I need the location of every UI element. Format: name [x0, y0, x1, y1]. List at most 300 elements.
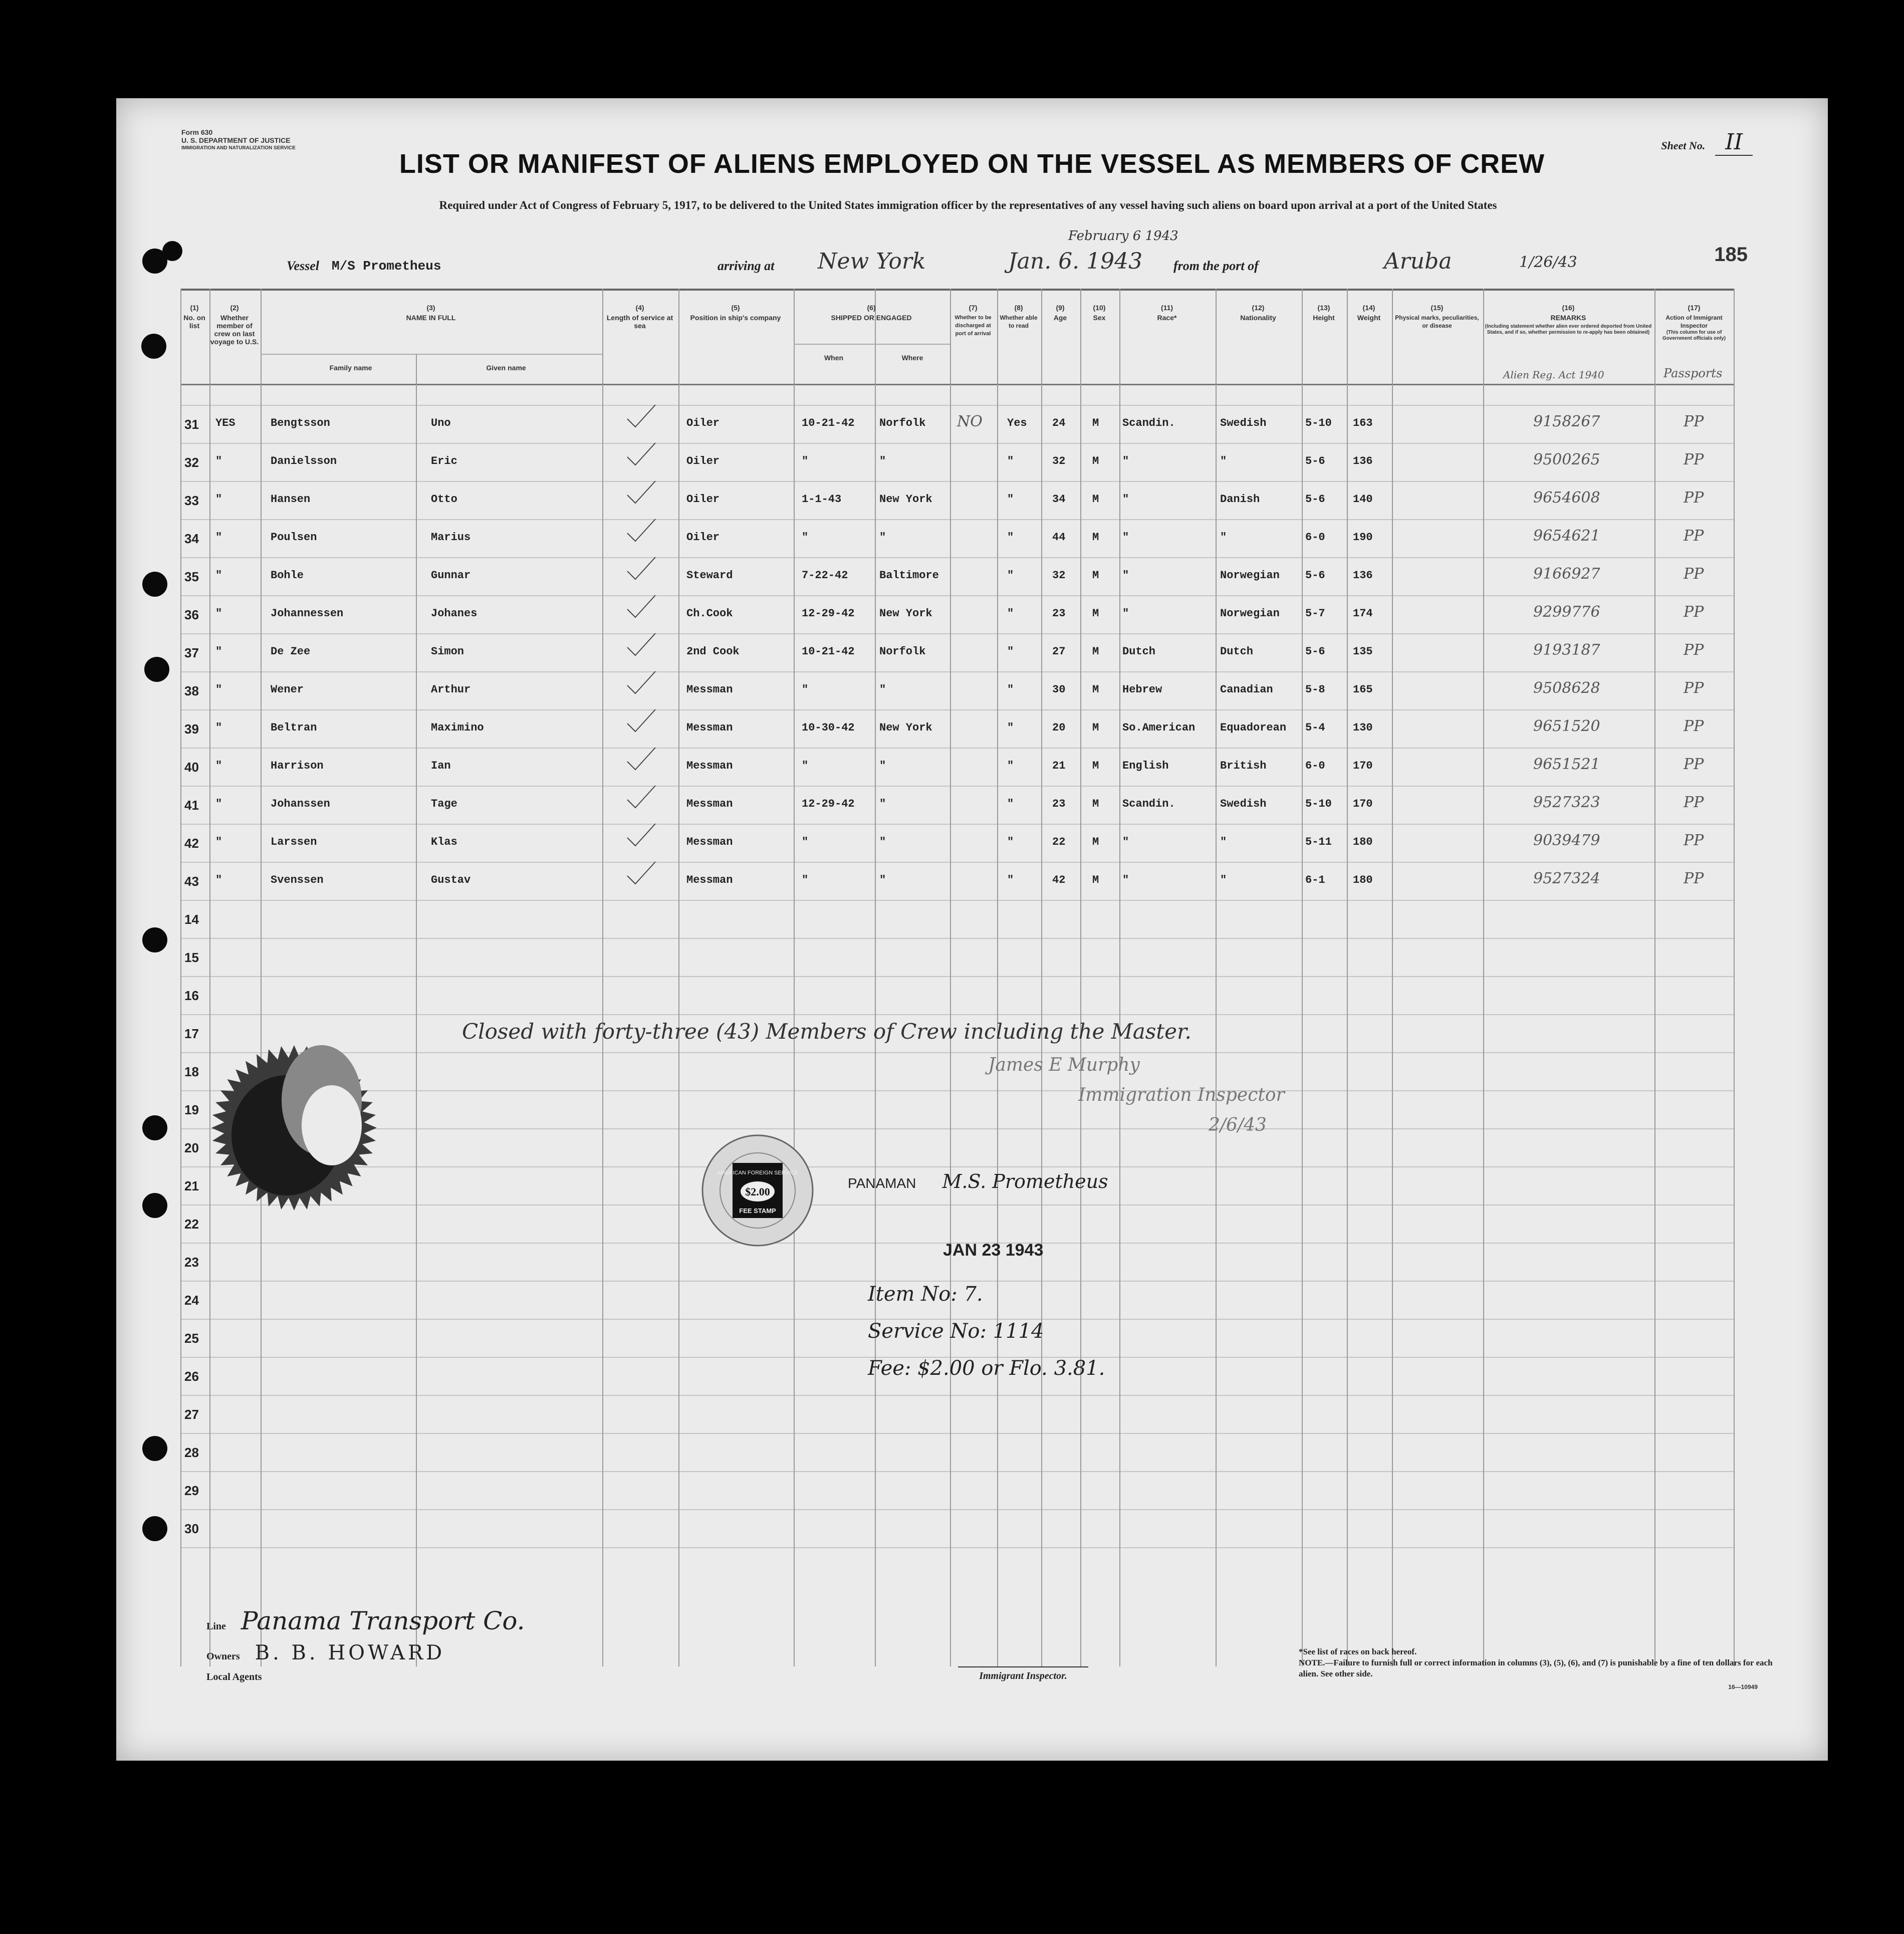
given-name-cell: Johanes: [431, 607, 478, 620]
age-cell: 32: [1052, 455, 1066, 467]
action-cell: PP: [1684, 679, 1704, 697]
height-cell: 5-6: [1305, 493, 1325, 506]
row-number: 30: [184, 1521, 199, 1536]
department-name: U. S. DEPARTMENT OF JUSTICE: [181, 136, 291, 144]
weight-cell: 136: [1353, 569, 1373, 582]
checkmark-icon: [626, 823, 656, 848]
given-name-cell: Uno: [431, 417, 451, 429]
read-cell: Yes: [1007, 417, 1027, 429]
punch-hole: [142, 1436, 167, 1461]
sex-cell: M: [1092, 836, 1099, 848]
read-cell: ": [1007, 455, 1014, 467]
remarks-cell: 9299776: [1533, 603, 1600, 621]
last-voyage-cell: ": [215, 607, 222, 620]
action-cell: PP: [1684, 756, 1704, 773]
given-name-cell: Gunnar: [431, 569, 471, 582]
age-cell: 23: [1052, 798, 1066, 810]
read-cell: ": [1007, 493, 1014, 506]
stamp-top-text: AMERICAN FOREIGN SERVICE: [717, 1170, 799, 1176]
row-number: 41: [184, 798, 199, 813]
form-code: 16—10949: [1728, 1683, 1758, 1690]
crew-table: [180, 289, 1734, 1666]
action-cell: PP: [1684, 717, 1704, 735]
given-name-cell: Ian: [431, 760, 451, 772]
race-cell: ": [1122, 493, 1129, 506]
races-note: *See list of races on back hereof.: [1299, 1647, 1417, 1656]
stamp-label: FEE STAMP: [739, 1207, 776, 1215]
sex-cell: M: [1092, 493, 1099, 506]
remarks-cell: 9508628: [1533, 679, 1600, 697]
last-voyage-cell: ": [215, 798, 222, 810]
consular-fee-block: [868, 1276, 1105, 1387]
row-number: 18: [184, 1064, 199, 1079]
race-cell: ": [1122, 874, 1129, 886]
col-subheader-where: Where: [901, 354, 923, 362]
remarks-cell: 9166927: [1533, 565, 1600, 583]
vessel-signature-name: M.S. Prometheus: [942, 1170, 1108, 1192]
row-number: 32: [184, 455, 199, 470]
item-number: Item No: 7.: [868, 1283, 983, 1306]
vessel-label: Vessel: [287, 259, 319, 273]
arriving-label: arriving at: [718, 259, 775, 273]
owners-label: Owners: [206, 1651, 240, 1662]
checkmark-icon: [626, 785, 656, 810]
remarks-cell: 9651520: [1533, 717, 1600, 735]
nationality-cell: ": [1220, 836, 1227, 848]
height-cell: 5-4: [1305, 721, 1325, 734]
document-subtitle: Required under Act of Congress of February 5, 1917, to be delivered to the United States immigration officer by the representatives of any vessel having such aliens on board upon arrival at a port of the United States: [439, 199, 1497, 211]
sheet-label: Sheet No.: [1661, 139, 1706, 152]
action-cell: PP: [1684, 794, 1704, 811]
punch-hole: [144, 657, 169, 682]
sex-cell: M: [1092, 683, 1099, 696]
nationality-cell: British: [1220, 760, 1267, 772]
weight-cell: 170: [1353, 760, 1373, 772]
vessel-flag: PANAMAN: [848, 1175, 916, 1191]
last-voyage-cell: ": [215, 721, 222, 734]
document-title: LIST OR MANIFEST OF ALIENS EMPLOYED ON THE VESSEL AS MEMBERS OF CREW: [399, 149, 1545, 179]
action-handwritten-header: Passports: [1663, 366, 1723, 380]
shipped-where-cell: New York: [879, 721, 932, 734]
race-cell: ": [1122, 531, 1129, 544]
shipped-where-cell: ": [879, 798, 886, 810]
remarks-cell: 9654621: [1533, 527, 1600, 545]
arrival-date: Jan. 6. 1943: [1008, 249, 1143, 274]
shipped-when-cell: ": [802, 531, 809, 544]
given-name-cell: Marius: [431, 531, 471, 544]
weight-cell: 130: [1353, 721, 1373, 734]
footer-notes: [1299, 1646, 1780, 1679]
col-header-length-service: (4) Length of service at sea: [606, 304, 673, 330]
height-cell: 6-1: [1305, 874, 1325, 886]
inspector-signature-block: [888, 1050, 1285, 1140]
age-cell: 32: [1052, 569, 1066, 582]
arrival-date-correction: February 6 1943: [1068, 228, 1178, 244]
position-cell: 2nd Cook: [686, 645, 740, 658]
row-number: 33: [184, 493, 199, 508]
position-cell: Steward: [686, 569, 733, 582]
agents-label: Local Agents: [206, 1671, 262, 1682]
sex-cell: M: [1092, 607, 1099, 620]
weight-cell: 163: [1353, 417, 1373, 429]
remarks-cell: 9039479: [1533, 832, 1600, 849]
height-cell: 5-10: [1305, 417, 1332, 429]
checkmark-icon: [626, 518, 656, 543]
shipped-when-cell: ": [802, 874, 809, 886]
col-header-remarks: (16) REMARKS (Including statement whether alien ever ordered deported from United States, and if so, whether permission to re-apply has been obtained): [1485, 304, 1652, 335]
last-voyage-cell: YES: [215, 417, 235, 429]
given-name-cell: Klas: [431, 836, 457, 848]
shipped-where-cell: New York: [879, 493, 932, 506]
position-cell: Oiler: [686, 531, 720, 544]
family-name-cell: Beltran: [271, 721, 317, 734]
col-header-shipped: (6) SHIPPED OR ENGAGED: [831, 304, 912, 322]
remarks-handwritten-header: Alien Reg. Act 1940: [1503, 369, 1604, 381]
read-cell: ": [1007, 798, 1014, 810]
height-cell: 6-0: [1305, 531, 1325, 544]
remarks-cell: 9654608: [1533, 489, 1600, 507]
arriving-port: New York: [818, 249, 926, 274]
race-cell: Dutch: [1122, 645, 1156, 658]
family-name-cell: De Zee: [271, 645, 311, 658]
read-cell: ": [1007, 645, 1014, 658]
read-cell: ": [1007, 760, 1014, 772]
sex-cell: M: [1092, 721, 1099, 734]
position-cell: Oiler: [686, 417, 720, 429]
row-number: 28: [184, 1445, 199, 1460]
given-name-cell: Maximino: [431, 721, 484, 734]
position-cell: Messman: [686, 874, 733, 886]
col-header-age: (9) Age: [1053, 304, 1067, 322]
last-voyage-cell: ": [215, 531, 222, 544]
remarks-cell: 9193187: [1533, 641, 1600, 659]
checkmark-icon: [626, 480, 656, 505]
sex-cell: M: [1092, 874, 1099, 886]
race-cell: Scandin.: [1122, 798, 1175, 810]
family-name-cell: Bohle: [271, 569, 304, 582]
row-number: 25: [184, 1331, 199, 1346]
read-cell: ": [1007, 607, 1014, 620]
nationality-cell: Danish: [1220, 493, 1260, 506]
action-cell: PP: [1684, 451, 1704, 468]
punch-hole: [142, 1516, 167, 1541]
read-cell: ": [1007, 531, 1014, 544]
checkmark-icon: [626, 747, 656, 772]
action-cell: PP: [1684, 413, 1704, 430]
shipped-when-cell: ": [802, 836, 809, 848]
sex-cell: M: [1092, 798, 1099, 810]
notary-seal: [211, 1035, 377, 1221]
receipt-date-stamp: JAN 23 1943: [943, 1241, 1044, 1260]
age-cell: 34: [1052, 493, 1066, 506]
shipped-when-cell: ": [802, 760, 809, 772]
page-number: 185: [1714, 244, 1748, 266]
row-number: 20: [184, 1140, 199, 1155]
position-cell: Messman: [686, 721, 733, 734]
read-cell: ": [1007, 721, 1014, 734]
family-name-cell: Johannessen: [271, 607, 344, 620]
col-header-action: (17) Action of Immigrant Inspector (This column for use of Government officials only): [1662, 304, 1726, 341]
family-name-cell: Svenssen: [271, 874, 324, 886]
row-number: 35: [184, 569, 199, 584]
shipped-where-cell: ": [879, 531, 886, 544]
row-number: 37: [184, 645, 199, 660]
col-header-no: (1) No. on list: [183, 304, 205, 330]
given-name-cell: Otto: [431, 493, 457, 506]
age-cell: 24: [1052, 417, 1066, 429]
row-number: 16: [184, 988, 199, 1003]
read-cell: ": [1007, 569, 1014, 582]
given-name-cell: Gustav: [431, 874, 471, 886]
age-cell: 22: [1052, 836, 1066, 848]
nationality-cell: Norwegian: [1220, 569, 1280, 582]
last-voyage-cell: ": [215, 683, 222, 696]
weight-cell: 135: [1353, 645, 1373, 658]
closing-statement: Closed with forty-three (43) Members of Crew including the Master.: [462, 1019, 1192, 1044]
footer-line-row: [206, 1606, 525, 1635]
line-label: Line: [206, 1621, 226, 1632]
remarks-cell: 9527324: [1533, 870, 1600, 887]
punch-hole: [142, 1115, 167, 1140]
row-number: 31: [184, 417, 199, 432]
sex-cell: M: [1092, 760, 1099, 772]
weight-cell: 190: [1353, 531, 1373, 544]
family-name-cell: Wener: [271, 683, 304, 696]
nationality-cell: Swedish: [1220, 417, 1267, 429]
weight-cell: 140: [1353, 493, 1373, 506]
read-cell: ": [1007, 683, 1014, 696]
sex-cell: M: [1092, 645, 1099, 658]
weight-cell: 165: [1353, 683, 1373, 696]
position-cell: Messman: [686, 798, 733, 810]
family-name-cell: Hansen: [271, 493, 311, 506]
shipped-where-cell: New York: [879, 607, 932, 620]
footer-owners-row: [206, 1641, 445, 1664]
penalty-note: NOTE.—Failure to furnish full or correct information in columns (3), (5), (6), and (7) is punishable by a fine of ten dollars for each alien. See other side.: [1299, 1658, 1773, 1678]
footer-agents-row: [206, 1671, 262, 1683]
position-cell: Oiler: [686, 455, 720, 467]
col-subheader-family: Family name: [329, 364, 372, 372]
family-name-cell: Poulsen: [271, 531, 317, 544]
row-number: 43: [184, 874, 199, 889]
height-cell: 5-6: [1305, 455, 1325, 467]
col-header-read: (8) Whether able to read: [1000, 304, 1038, 329]
shipped-when-cell: 10-21-42: [802, 417, 855, 429]
col-header-physical-marks: (15) Physical marks, peculiarities, or disease: [1395, 304, 1479, 329]
row-number: 22: [184, 1217, 199, 1232]
race-cell: Hebrew: [1122, 683, 1162, 696]
last-voyage-cell: ": [215, 569, 222, 582]
age-cell: 42: [1052, 874, 1066, 886]
row-number: 34: [184, 531, 199, 546]
sex-cell: M: [1092, 569, 1099, 582]
shipped-where-cell: Baltimore: [879, 569, 939, 582]
punch-hole: [142, 572, 167, 597]
checkmark-icon: [626, 442, 656, 467]
race-cell: ": [1122, 607, 1129, 620]
row-number: 38: [184, 683, 199, 698]
line-value: Panama Transport Co.: [241, 1606, 525, 1635]
col-header-weight: (14) Weight: [1357, 304, 1381, 322]
fee-amount: Fee: $2.00 or Flo. 3.81.: [868, 1357, 1105, 1380]
from-port: Aruba: [1384, 249, 1452, 274]
row-number: 23: [184, 1255, 199, 1270]
immigrant-inspector-label: Immigrant Inspector.: [958, 1666, 1088, 1682]
action-cell: PP: [1684, 565, 1704, 583]
given-name-cell: Simon: [431, 645, 464, 658]
shipped-when-cell: 10-21-42: [802, 645, 855, 658]
row-number: 42: [184, 836, 199, 851]
age-cell: 44: [1052, 531, 1066, 544]
nationality-cell: Canadian: [1220, 683, 1273, 696]
stamp-value: $2.00: [745, 1185, 770, 1198]
owners-value: B. B. HOWARD: [255, 1641, 445, 1664]
shipped-where-cell: Norfolk: [879, 645, 926, 658]
checkmark-icon: [626, 404, 656, 429]
row-number: 26: [184, 1369, 199, 1384]
nationality-cell: Norwegian: [1220, 607, 1280, 620]
family-name-cell: Johanssen: [271, 798, 330, 810]
weight-cell: 170: [1353, 798, 1373, 810]
inspector-title: Immigration Inspector: [1078, 1085, 1285, 1105]
col-header-race: (11) Race*: [1157, 304, 1177, 322]
row-number: 29: [184, 1483, 199, 1498]
service-name: IMMIGRATION AND NATURALIZATION SERVICE: [181, 145, 296, 151]
row-number: 39: [184, 721, 199, 737]
family-name-cell: Harrison: [271, 760, 324, 772]
col-subheader-when: When: [824, 354, 844, 362]
age-cell: 20: [1052, 721, 1066, 734]
sex-cell: M: [1092, 417, 1099, 429]
row-number: 36: [184, 607, 199, 622]
last-voyage-cell: ": [215, 455, 222, 467]
action-cell: PP: [1684, 832, 1704, 849]
action-cell: PP: [1684, 527, 1704, 545]
row-number: 21: [184, 1178, 199, 1193]
sheet-value: II: [1715, 129, 1753, 156]
shipped-when-cell: ": [802, 455, 809, 467]
service-number: Service No: 1114: [868, 1320, 1044, 1343]
checkmark-icon: [626, 556, 656, 581]
nationality-cell: ": [1220, 455, 1227, 467]
row-number: 27: [184, 1407, 199, 1422]
checkmark-icon: [626, 861, 656, 886]
family-name-cell: Danielsson: [271, 455, 337, 467]
shipped-where-cell: ": [879, 836, 886, 848]
position-cell: Messman: [686, 683, 733, 696]
age-cell: 21: [1052, 760, 1066, 772]
race-cell: Scandin.: [1122, 417, 1175, 429]
given-name-cell: Eric: [431, 455, 457, 467]
position-cell: Ch.Cook: [686, 607, 733, 620]
col-header-position: (5) Position in ship's company: [690, 304, 781, 322]
row-number: 14: [184, 912, 199, 927]
from-date: 1/26/43: [1519, 254, 1577, 271]
punch-hole: [142, 1193, 167, 1218]
nationality-cell: ": [1220, 874, 1227, 886]
height-cell: 5-11: [1305, 836, 1332, 848]
family-name-cell: Larssen: [271, 836, 317, 848]
height-cell: 5-6: [1305, 645, 1325, 658]
shipped-when-cell: 12-29-42: [802, 798, 855, 810]
race-cell: So.American: [1122, 721, 1196, 734]
inspector-date: 2/6/43: [1209, 1115, 1267, 1135]
nationality-cell: Swedish: [1220, 798, 1267, 810]
shipped-when-cell: 7-22-42: [802, 569, 848, 582]
remarks-cell: 9158267: [1533, 413, 1600, 430]
nationality-cell: Equadorean: [1220, 721, 1287, 734]
col-header-nationality: (12) Nationality: [1240, 304, 1276, 322]
position-cell: Messman: [686, 836, 733, 848]
race-cell: English: [1122, 760, 1169, 772]
family-name-cell: Bengtsson: [271, 417, 330, 429]
action-cell: PP: [1684, 603, 1704, 621]
from-port-label: from the port of: [1173, 259, 1259, 273]
punch-hole: [142, 927, 167, 952]
col-subheader-given: Given name: [486, 364, 526, 372]
last-voyage-cell: ": [215, 493, 222, 506]
last-voyage-cell: ": [215, 836, 222, 848]
race-cell: ": [1122, 455, 1129, 467]
shipped-when-cell: ": [802, 683, 809, 696]
weight-cell: 180: [1353, 836, 1373, 848]
remarks-cell: 9500265: [1533, 451, 1600, 468]
col-header-sex: (10) Sex: [1093, 304, 1106, 322]
action-cell: PP: [1684, 489, 1704, 507]
position-cell: Oiler: [686, 493, 720, 506]
race-cell: ": [1122, 836, 1129, 848]
shipped-where-cell: ": [879, 683, 886, 696]
punch-hole: [141, 334, 166, 359]
shipped-when-cell: 1-1-43: [802, 493, 842, 506]
race-cell: ": [1122, 569, 1129, 582]
shipped-where-cell: ": [879, 874, 886, 886]
vessel-line: [287, 228, 1790, 284]
vessel-signature: [848, 1170, 1108, 1192]
shipped-when-cell: 10-30-42: [802, 721, 855, 734]
sex-cell: M: [1092, 531, 1099, 544]
remarks-cell: 9651521: [1533, 756, 1600, 773]
remarks-cell: 9527323: [1533, 794, 1600, 811]
form-number: Form 630: [181, 128, 213, 136]
checkmark-icon: [626, 594, 656, 619]
nationality-cell: Dutch: [1220, 645, 1254, 658]
checkmark-icon: [626, 708, 656, 734]
row-number: 17: [184, 1026, 199, 1041]
col-header-height: (13) Height: [1313, 304, 1335, 322]
weight-cell: 180: [1353, 874, 1373, 886]
shipped-where-cell: Norfolk: [879, 417, 926, 429]
checkmark-icon: [626, 670, 656, 695]
height-cell: 5-7: [1305, 607, 1325, 620]
height-cell: 5-6: [1305, 569, 1325, 582]
row-number: 24: [184, 1293, 199, 1308]
weight-cell: 136: [1353, 455, 1373, 467]
read-cell: ": [1007, 836, 1014, 848]
age-cell: 30: [1052, 683, 1066, 696]
height-cell: 6-0: [1305, 760, 1325, 772]
last-voyage-cell: ": [215, 760, 222, 772]
read-cell: ": [1007, 874, 1014, 886]
shipped-when-cell: 12-29-42: [802, 607, 855, 620]
sex-cell: M: [1092, 455, 1099, 467]
last-voyage-cell: ": [215, 645, 222, 658]
action-cell: PP: [1684, 641, 1704, 659]
last-voyage-cell: ": [215, 874, 222, 886]
fee-stamp: [697, 1130, 818, 1251]
punch-hole: [162, 241, 182, 261]
col-header-discharged: (7) Whether to be discharged at port of arrival: [955, 304, 992, 337]
